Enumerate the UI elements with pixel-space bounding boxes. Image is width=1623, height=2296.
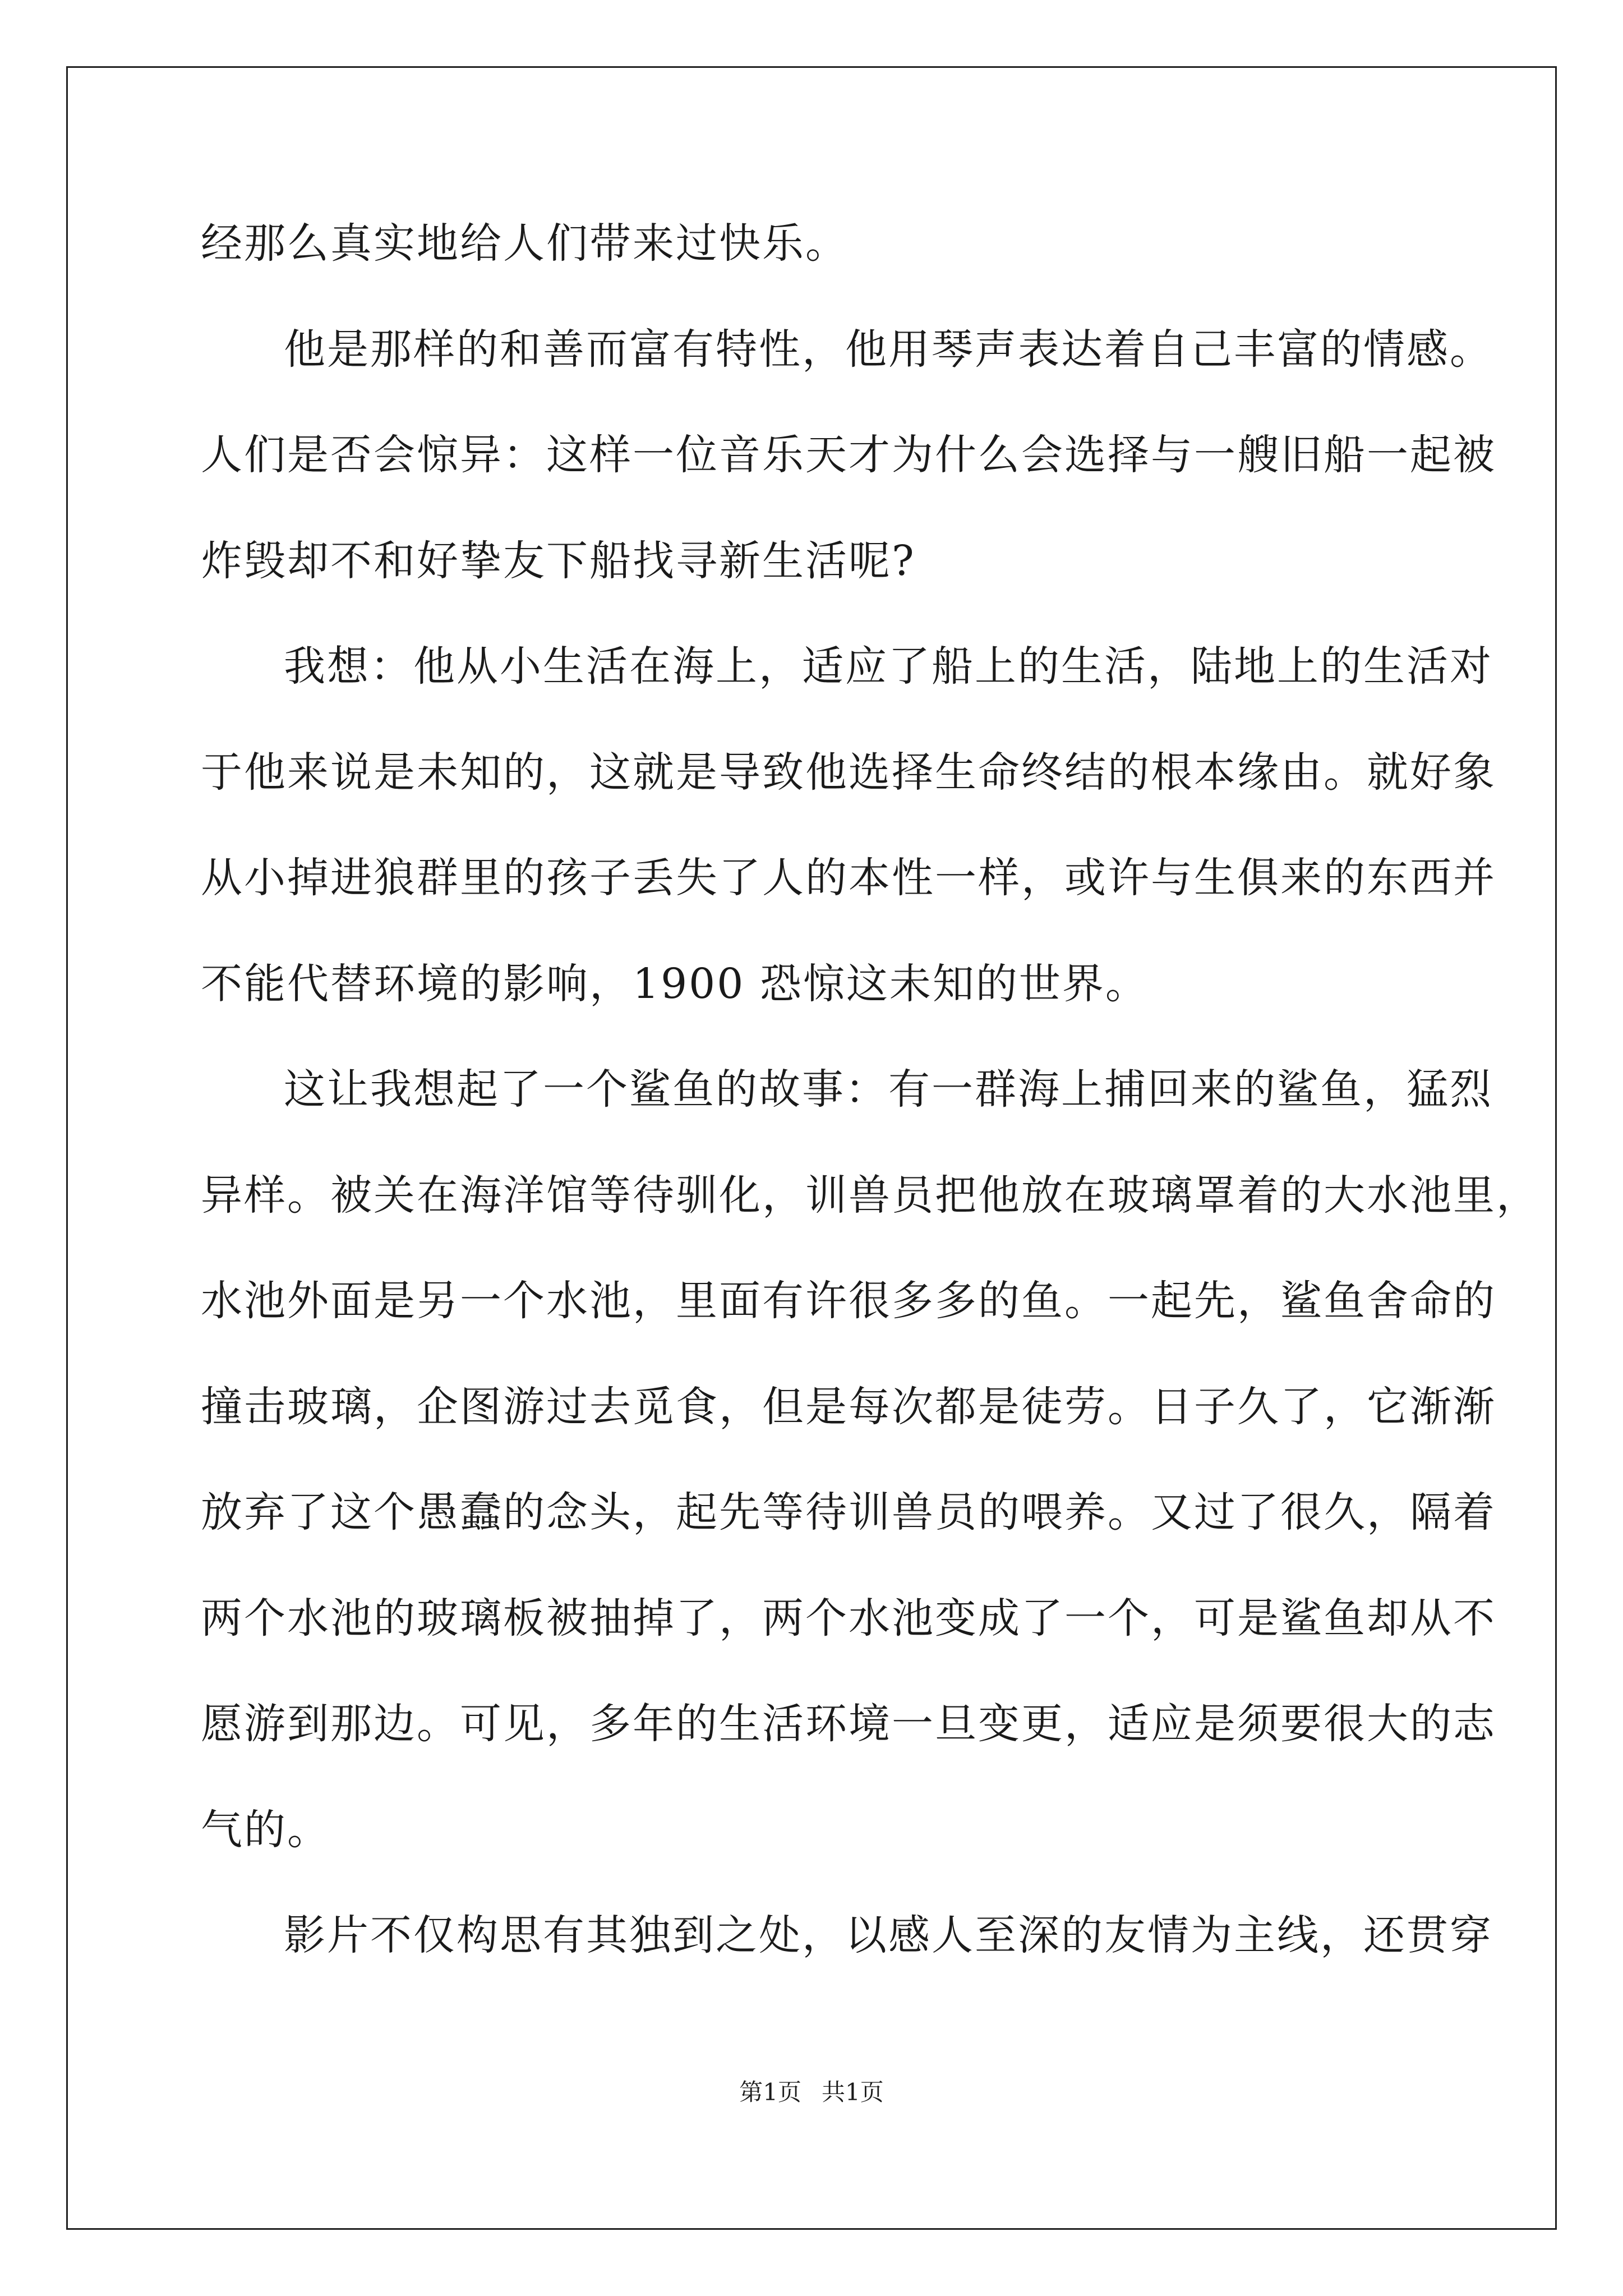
text-line: 从小掉进狼群里的孩子丢失了人的本性一样，或许与生俱来的东西并 xyxy=(201,854,1496,902)
text-line: 愿游到那边。可见，多年的生活环境一旦变更，适应是须要很大的志 xyxy=(201,1700,1496,1748)
text-line: 影片不仅构思有其独到之处，以感人至深的友情为主线，还贯穿 xyxy=(284,1911,1493,1959)
text-line: 放弃了这个愚蠢的念头，起先等待训兽员的喂养。又过了很久，隔着 xyxy=(201,1488,1496,1536)
text-line: 经那么真实地给人们带来过快乐。 xyxy=(201,219,849,268)
document-body xyxy=(201,191,1539,1989)
text-line: 于他来说是未知的，这就是导致他选择生命终结的根本缘由。就好象 xyxy=(201,748,1496,797)
text-line: 撞击玻璃，企图游过去觅食，但是每次都是徒劳。日子久了，它渐渐 xyxy=(201,1382,1496,1431)
text-line: 异样。被关在海洋馆等待驯化，训兽员把他放在玻璃罩着的大水池里， xyxy=(201,1171,1539,1220)
text-line: 炸毁却不和好挚友下船找寻新生活呢? xyxy=(201,536,916,585)
text-line: 我想：他从小生活在海上，适应了船上的生活，陆地上的生活对 xyxy=(284,642,1493,691)
page-footer xyxy=(0,2076,1623,2109)
page-number: 第1页 xyxy=(739,2078,801,2106)
text-line: 不能代替环境的影响，1900 恐惊这未知的世界。 xyxy=(201,959,1149,1008)
text-line: 人们是否会惊异：这样一位音乐天才为什么会选择与一艘旧船一起被 xyxy=(201,431,1496,479)
page-total: 共1页 xyxy=(822,2078,884,2106)
text-line: 水池外面是另一个水池，里面有许很多多的鱼。一起先，鲨鱼舍命的 xyxy=(201,1277,1496,1325)
text-line: 气的。 xyxy=(201,1805,330,1854)
text-line: 这让我想起了一个鲨鱼的故事：有一群海上捕回来的鲨鱼，猛烈 xyxy=(284,1065,1493,1114)
text-line: 两个水池的玻璃板被抽掉了，两个水池变成了一个，可是鲨鱼却从不 xyxy=(201,1594,1496,1642)
text-line: 他是那样的和善而富有特性，他用琴声表达着自己丰富的情感。 xyxy=(284,325,1493,374)
